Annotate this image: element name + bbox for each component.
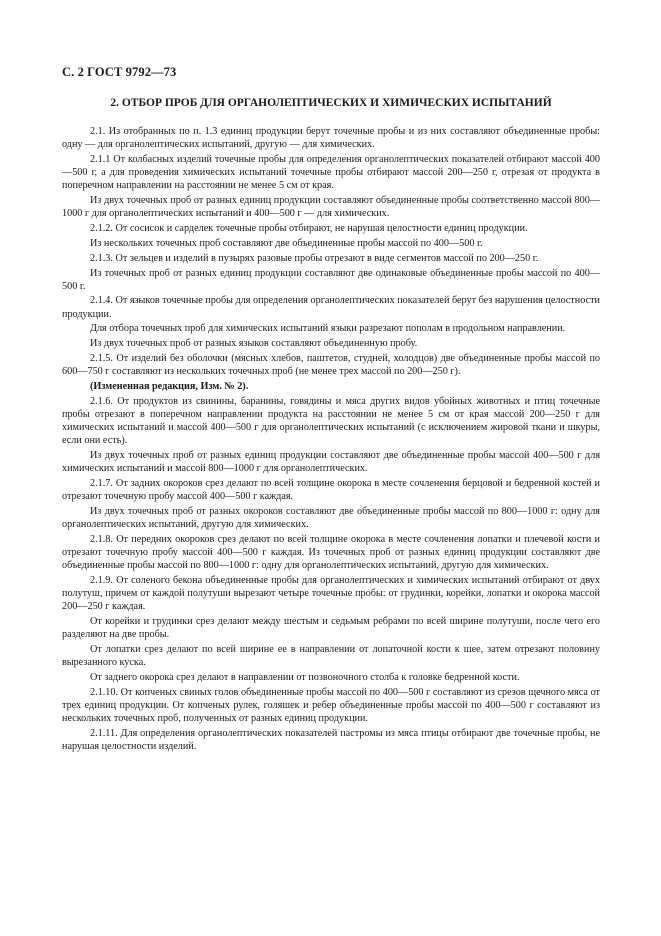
- document-body: [62, 125, 600, 755]
- paragraph: Из двух точечных проб от разных языков составляют объединенную пробу.: [90, 338, 418, 350]
- page-header: С. 2 ГОСТ 9792—73: [62, 65, 177, 79]
- paragraph: 2.1.7. От задних окороков срез делают по всей толщине окорока в месте сочленения берцовой и бедренной костей и отрезают точечную пробу массой 400—500 г каждая.: [62, 477, 600, 503]
- paragraph: 2.1.9. От соленого бекона объединенные пробы для органолептических и химических испытаний отбирают от двух полутуш, причем от каждой полутуши вырезают четыре точечные пробы: от грудинки, корейки, лопатки и окорока массой 200—250 г каждая.: [62, 574, 600, 612]
- paragraph: 2.1.8. От передних окороков срез делают по всей толщине окорока в месте сочленения лопатки и плечевой кости и отрезают точечную пробу массой 400—500 г каждая. Из точечных проб от разных единиц продукции составляют две объединенные пробы массой по 800—1000 г: одну для органолептических испытаний, другую для химических.: [62, 533, 600, 571]
- paragraph: От заднего окорока срез делают в направлении от позвоночного столба к головке бедренной кости.: [90, 671, 520, 683]
- paragraph: От лопатки срез делают по всей ширине ее в направлении от лопаточной кости к шее, затем отрезают половину вырезанного куска.: [62, 643, 600, 668]
- paragraph: От корейки и грудинки срез делают между шестым и седьмым ребрами по всей ширине полутуши, после чего его разделяют на две пробы.: [62, 615, 600, 640]
- paragraph: 2.1.1 От колбасных изделий точечные пробы для определения органолептических показателей отбирают массой 400—500 г, а для проведения химических испытаний точечные пробы отбирают массой 200—250 г, отрезая от продукта в поперечном направлении на расстоянии не менее 5 см от края.: [62, 153, 600, 192]
- section-title: 2. ОТБОР ПРОБ ДЛЯ ОРГАНОЛЕПТИЧЕСКИХ И ХИМИЧЕСКИХ ИСПЫТАНИЙ: [110, 97, 552, 109]
- paragraph: 2.1.4. От языков точечные пробы для определения органолептических показателей берут без нарушения целостности продукции.: [62, 295, 600, 320]
- paragraph: 2.1.2. От сосисок и сарделек точечные пробы отбирают, не нарушая целостности единиц продукции.: [90, 222, 528, 234]
- paragraph: 2.1.3. От зельцев и изделий в пузырях разовые пробы отрезают в виде сегментов массой по 200—250 г.: [90, 252, 539, 264]
- amendment-note: (Измененная редакция, Изм. № 2).: [90, 381, 249, 393]
- paragraph: 2.1.11. Для определения органолептических показателей пастромы из мяса птицы отбирают две точечные пробы, не нарушая целостности изделий.: [62, 727, 600, 752]
- paragraph: 2.1.10. От копченых свиных голов объединенные пробы массой по 400—500 г составляют из срезов щечного мяса от трех единиц продукции. От копченых рулек, голяшек и ребер объединенные пробы массой по 400—500 г составляют из нескольких точечных проб, полученных от разных единиц продукции.: [62, 686, 600, 724]
- paragraph: Для отбора точечных проб для химических испытаний языки разрезают пополам в продольном направлении.: [90, 323, 566, 335]
- paragraph: Из нескольких точечных проб составляют две объединенные пробы массой по 400—500 г.: [90, 237, 483, 249]
- paragraph: Из точечных проб от разных единиц продукции составляют две одинаковые объединенные пробы массой по 400—500 г.: [62, 267, 600, 292]
- paragraph: 2.1.6. От продуктов из свинины, баранины, говядины и мяса других видов убойных животных и птиц точечные пробы отрезают в поперечном направлении продукта на расстоянии не менее 5 см от края массой 200—250 г для химических испытаний и массой 400—500 г для органолептических испытаний (с исключением жировой ткани и шкуры, если они есть).: [62, 396, 600, 447]
- paragraph: 2.1.5. От изделий без оболочки (мясных хлебов, паштетов, студней, холодцов) две объединенные пробы массой по 600—750 г составляют из нескольких точечных проб (не менее трех массой по 200—250 г).: [62, 353, 600, 378]
- paragraph: Из двух точечных проб от разных единиц продукции составляют две объединенные пробы массой 400—500 г для химических испытаний и массой 800—1000 г для органолептических.: [62, 450, 600, 475]
- paragraph: 2.1. Из отобранных по п. 1.3 единиц продукции берут точечные пробы и из них составляют объединенные пробы: одну — для органолептических испытаний, другую — для химических.: [62, 126, 600, 151]
- paragraph: Из двух точечных проб от разных единиц продукции составляют объединенные пробы соответственно массой 800—1000 г для органолептических испытаний и 400—500 г — для химических.: [62, 194, 600, 219]
- paragraph: Из двух точечных проб от разных окороков составляют две объединенные пробы массой по 800—1000 г: одну для органолептических испытаний, другую для химических.: [62, 505, 600, 530]
